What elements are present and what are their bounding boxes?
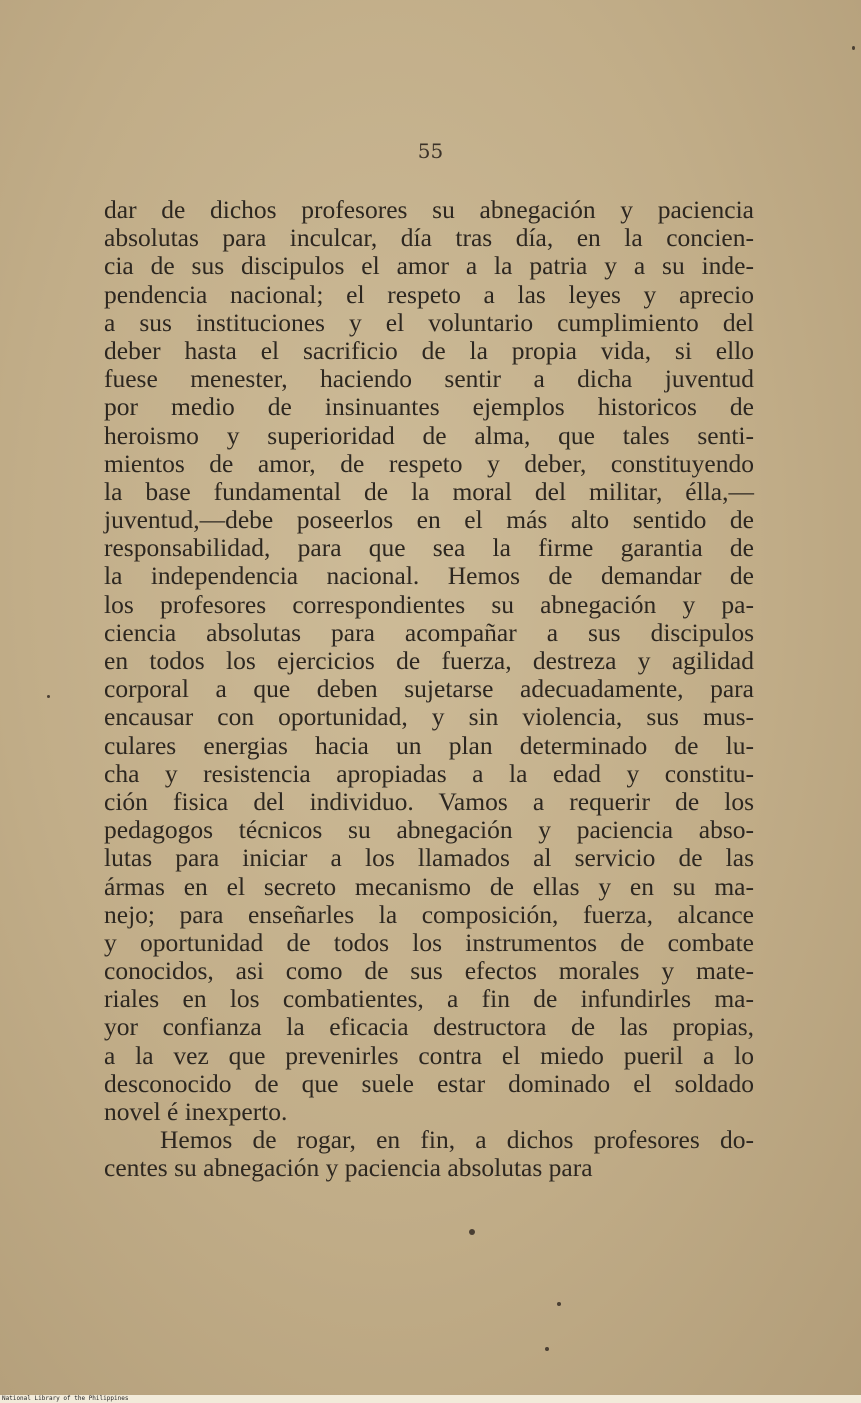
text-line: pendencia nacional; el respeto a las leyes y aprecio — [104, 279, 754, 309]
text-line: juventud,—debe poseerlos en el más alto sentido de — [104, 505, 754, 535]
library-credit: National Library of the Philippines — [2, 1395, 129, 1402]
text-line: nejo; para enseñarles la composición, fuerza, alcance — [104, 899, 754, 929]
text-line: cia de sus discipulos el amor a la patria y a su inde- — [104, 251, 754, 281]
text-line: centes su abnegación y paciencia absolutas para — [104, 1153, 593, 1183]
ink-speck — [469, 1229, 475, 1235]
text-line: los profesores correspondientes su abnegación y pa- — [104, 589, 754, 619]
text-line: mientos de amor, de respeto y deber, constituyendo — [104, 448, 754, 478]
text-line: dar de dichos profesores su abnegación y paciencia — [104, 195, 754, 224]
text-line: lutas para iniciar a los llamados al servicio de las — [104, 843, 754, 873]
text-line: a sus instituciones y el voluntario cumplimiento del — [104, 307, 754, 337]
text-line: ármas en el secreto mecanismo de ellas y en su ma- — [104, 871, 754, 901]
text-line: pedagogos técnicos su abnegación y paciencia abso- — [104, 815, 754, 845]
body-text — [104, 196, 754, 1183]
ink-speck — [47, 695, 50, 698]
text-line: riales en los combatientes, a fin de infundirles ma- — [104, 984, 754, 1014]
text-line: y oportunidad de todos los instrumentos de combate — [104, 927, 754, 957]
text-line: por medio de insinuantes ejemplos historicos de — [104, 392, 754, 422]
text-line: en todos los ejercicios de fuerza, destreza y agilidad — [104, 646, 754, 675]
text-line: encausar con oportunidad, y sin violencia, sus mus- — [104, 702, 754, 732]
text-line: desconocido de que suele estar dominado el soldado — [104, 1068, 754, 1098]
ink-speck — [545, 1347, 549, 1351]
text-line: responsabilidad, para que sea la firme garantia de — [104, 533, 754, 563]
text-line: conocidos, asi como de sus efectos morales y mate- — [104, 956, 754, 986]
text-line: la base fundamental de la moral del militar, élla,— — [104, 476, 754, 506]
text-line: cha y resistencia apropiadas a la edad y constitu- — [104, 758, 754, 788]
text-line: a la vez que prevenirles contra el miedo pueril a lo — [104, 1040, 754, 1070]
ink-speck — [852, 46, 855, 50]
text-line: fuese menester, haciendo sentir a dicha juventud — [104, 364, 754, 394]
text-line: la independencia nacional. Hemos de demandar de — [104, 561, 754, 591]
text-line: absolutas para inculcar, día tras día, en la concien- — [104, 223, 754, 253]
text-line: corporal a que deben sujetarse adecuadamente, para — [104, 674, 754, 704]
text-line: Hemos de rogar, en fin, a dichos profesores do- — [160, 1125, 754, 1155]
text-line: ciencia absolutas para acompañar a sus discipulos — [104, 617, 754, 647]
text-line: ción fisica del individuo. Vamos a requerir de los — [104, 786, 754, 816]
text-line: heroismo y superioridad de alma, que tales senti- — [104, 420, 754, 450]
text-line: novel é inexperto. — [104, 1097, 288, 1126]
ink-speck — [557, 1302, 561, 1306]
text-line: deber hasta el sacrificio de la propia vida, si ello — [104, 335, 754, 365]
text-line: culares energias hacia un plan determinado de lu- — [104, 730, 754, 760]
text-line: yor confianza la eficacia destructora de las propias, — [104, 1012, 754, 1042]
page-number: 55 — [417, 139, 444, 163]
